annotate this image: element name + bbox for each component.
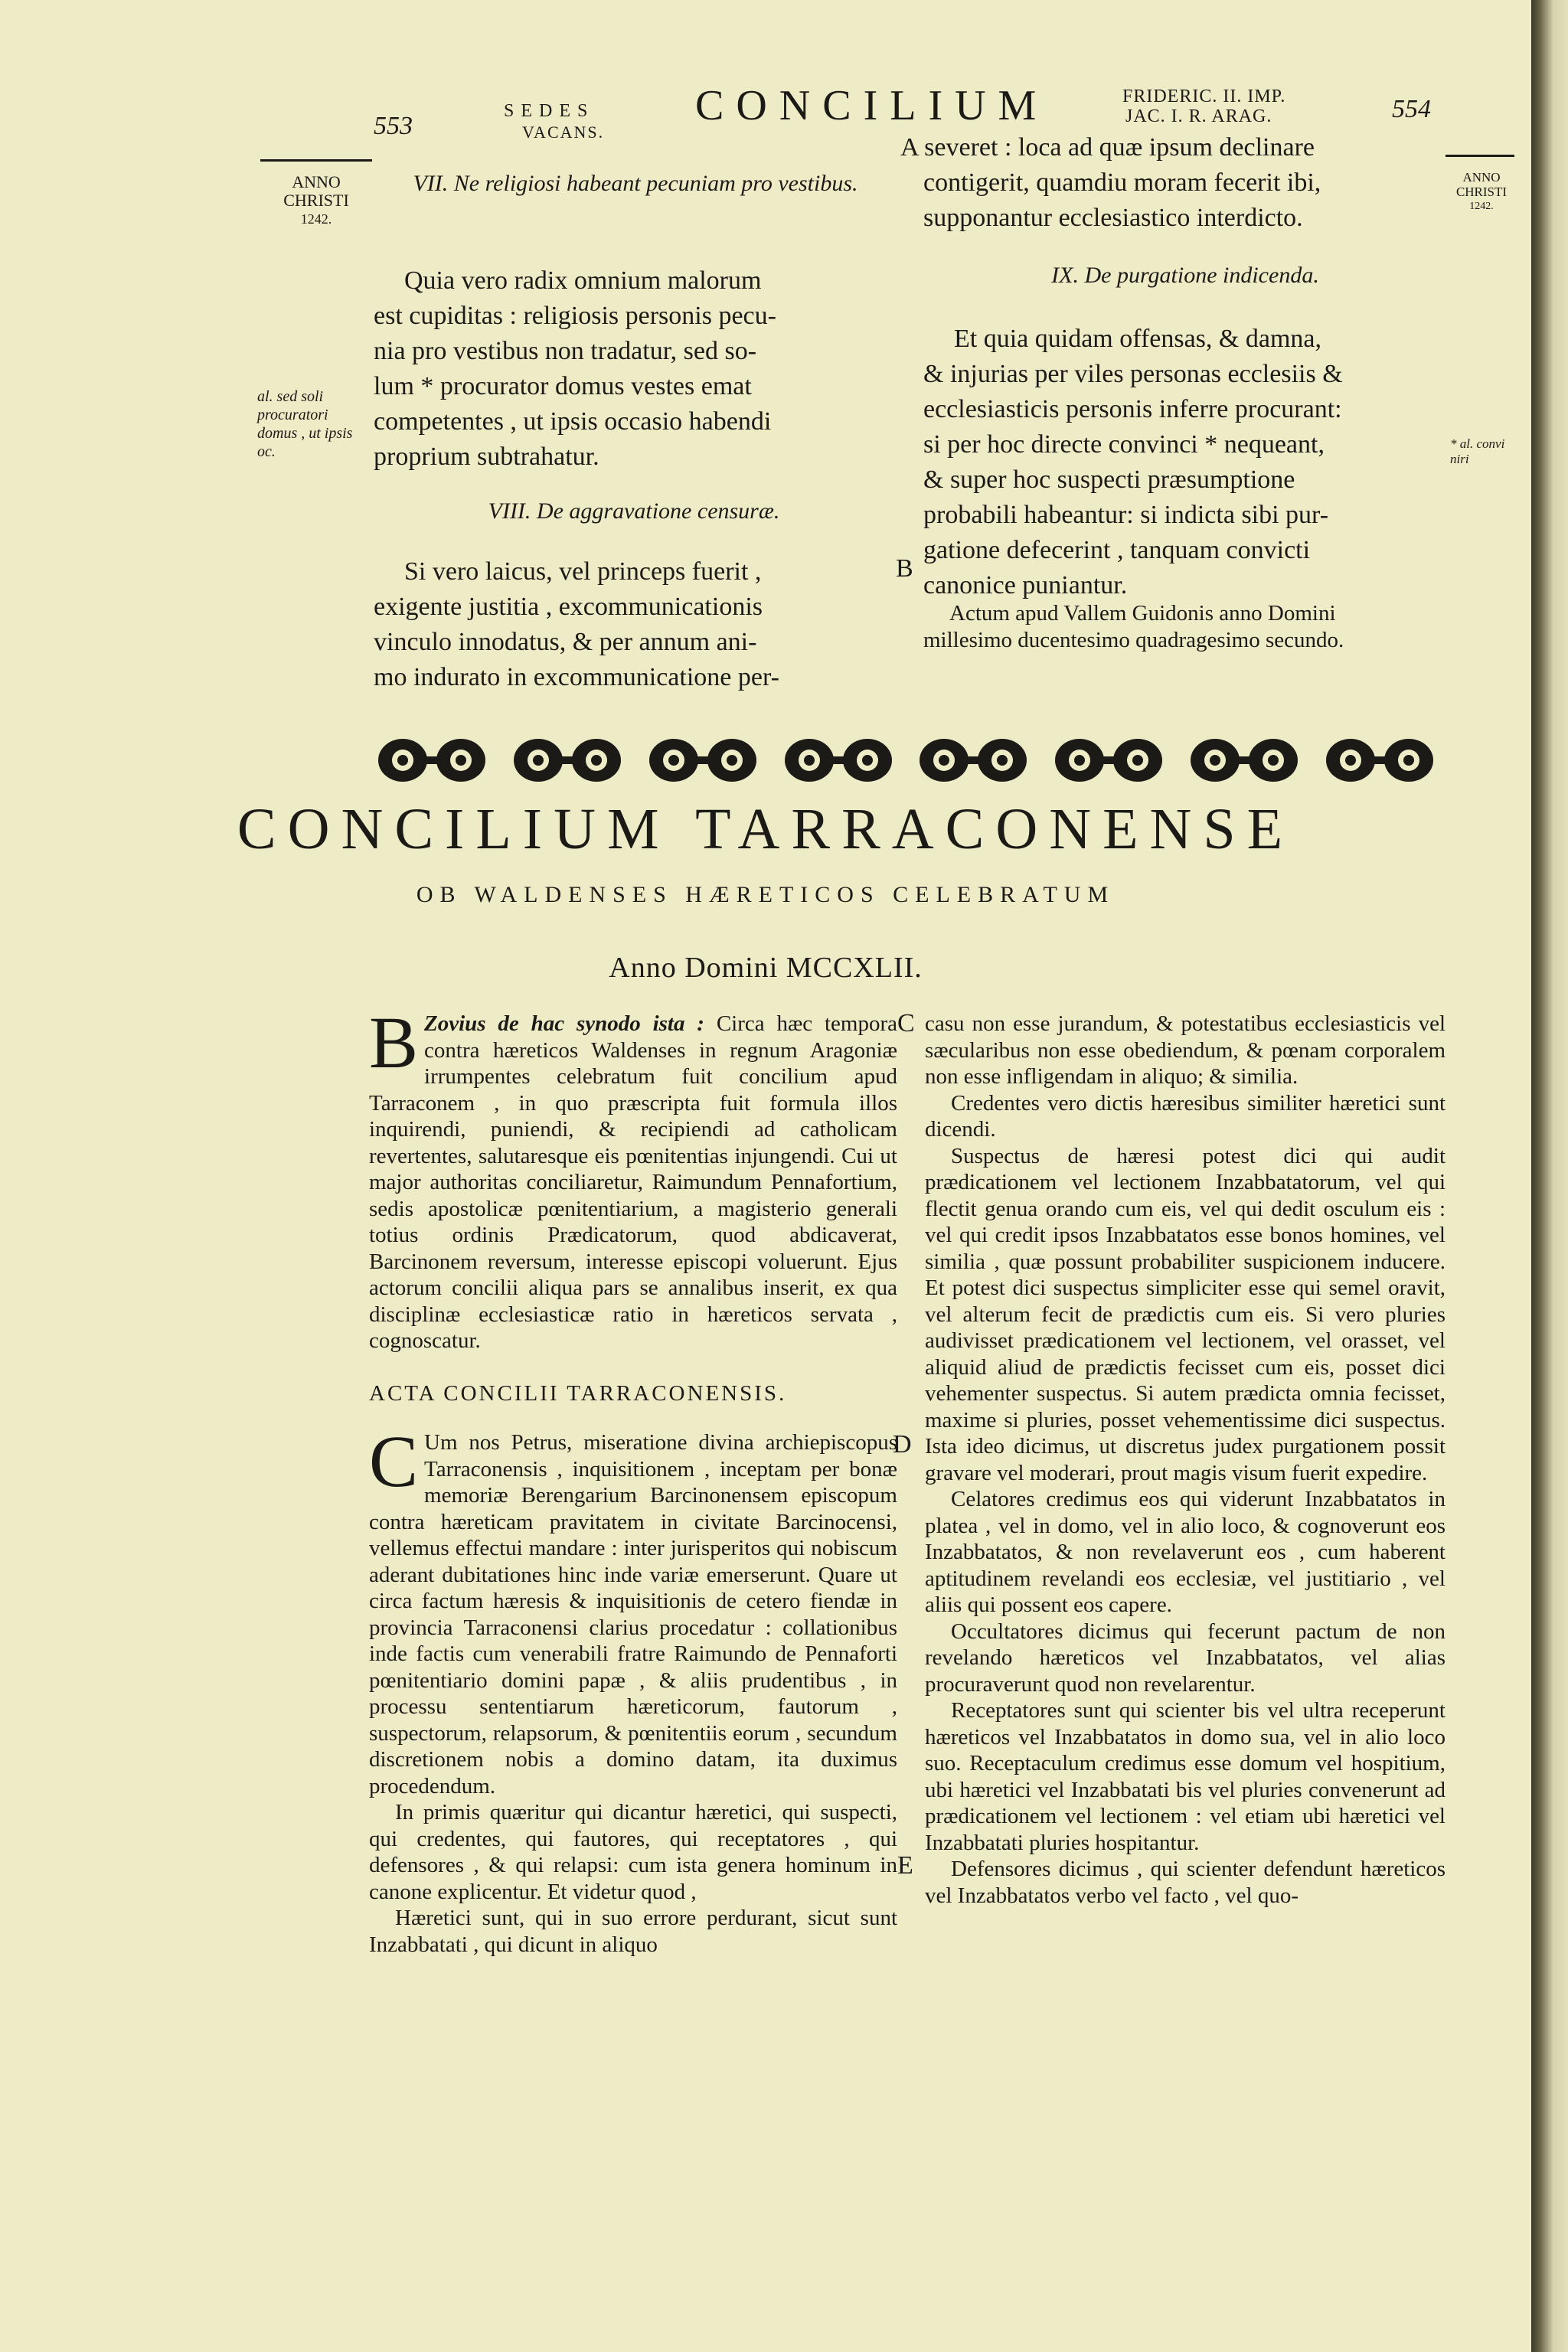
primis-paragraph: In primis quæritur qui dicantur hæretici, qui suspecti, qui credentes, qui fautores, qui receptatores , qui defensores , & qui relapsi: cum ista genera hominum in canone explicentur. Et videtur quod , [369, 1800, 897, 1904]
dropcap-c: C [369, 1420, 419, 1502]
running-title: CONCILIUM [695, 82, 1049, 129]
line: est cupiditas : religiosis personis pecu- [374, 302, 776, 330]
actum-note [923, 600, 1447, 653]
line: vinculo innodatus, & per annum ani- [374, 628, 757, 656]
credentes-paragraph: Credentes vero dictis hæresibus similiter hæretici sunt dicendi. [925, 1090, 1446, 1142]
left-year: 1242. [300, 211, 332, 227]
line: canonice puniantur. [923, 571, 1128, 599]
ornament-icon [645, 733, 761, 787]
cum-paragraph [369, 1420, 897, 1799]
left-anno-year-note [260, 173, 372, 228]
vacans-label: VACANS. [522, 122, 605, 142]
line: supponantur ecclesiastico interdicto. [923, 204, 1303, 232]
line: contigerit, quamdiu moram fecerit ibi, [923, 168, 1321, 197]
line: millesimo ducentesimo quadragesimo secundo. [923, 627, 1344, 652]
bzovius-text: Circa hæc tempora contra hæreticos Waldenses in regnum Aragoniæ irrumpentes celebratum fuit concilium apud Tarraconem , in quo præscripta fuit formula illos inquirendi, puniendi, & recipiendi ad catholicam revertentes, salutaresque eis pœnitentias injungendi. Cui ut major authoritas conciliaretur, Raimundum Pennafortium, sedis apostolicæ pœnitentiarium, a magisterio generali totius ordinis Prædicatorum, quod abdicaverat, Barcinonem reversum, interesse episcopi voluerunt. Ejus actorum concilii aliqua pars se annalibus inserit, ex qua disciplinæ ecclesiasticæ ratio in hæreticos servata , cognoscatur. [369, 1011, 898, 1353]
line: lum * procurator domus vestes emat [374, 372, 752, 400]
main-title: CONCILIUM TARRACONENSE [237, 797, 1295, 861]
paragraph-severet [900, 130, 1447, 236]
right-header-line1: FRIDERIC. II. IMP. [1122, 87, 1286, 106]
right-header-line2: JAC. I. R. ARAG. [1125, 106, 1272, 126]
line: & injurias per viles personas ecclesiis & [923, 360, 1343, 388]
acta-heading: ACTA CONCILII TARRACONENSIS. [369, 1380, 787, 1406]
line: nia pro vestibus non tradatur, sed so- [374, 337, 757, 365]
left-margin-rule [260, 159, 372, 162]
right-anno-year-note [1455, 170, 1508, 214]
receptatores-paragraph: Receptatores sunt qui scienter bis vel ultra receperunt hæreticos vel Inzabbatatos in domo sua, vel in alio loco suo. Receptaculum credimus esse domum vel hospitium, ubi hæretici vel Inzabbatati bis vel pluries convenerunt ad prædicationem vel lectionem : vel etiam ubi hæretici vel Inzabbatati pluries hospitantur. [925, 1698, 1446, 1855]
line: mo indurato in excommunicatione per- [374, 663, 779, 691]
ornament-icon [780, 733, 897, 787]
line: A severet : loca ad quæ ipsum declinare [900, 133, 1315, 162]
ornament-band [374, 733, 1438, 787]
line: exigente justitia , excommunicationis [374, 593, 763, 621]
suspectus-paragraph: Suspectus de hæresi potest dici qui audit prædicationem vel lectionem Inzabbatatorum, vel qui flectit genua orando cum eis, vel qui dedit osculum eis : vel qui credit ipsos Inzabbatatos esse bonos homines, vel similia , quæ possunt probabiliter suspicionem inducere. Et potest dici suspectus simpliciter esse qui semel oravit, vel alterum fecit de prædictis cum eis. Si vero pluries audivisset prædicationem vel lectionem, vel orasset, vel aliquid aliud de prædictis fecisset cum eis, posset dici vehementer suspectus. Si autem prædicta omnia fecisset, maxime si pluries, posset vehementissime dici suspectus. Ista ideo dicimus, ut discretus judex purgationem possit gravare vel moderari, prout magis visum fuerit expedire. [925, 1143, 1446, 1485]
ornament-icon [374, 733, 490, 787]
heading-viii: VIII. De aggravatione censuræ. [488, 498, 780, 524]
line: proprium subtrahatur. [374, 443, 599, 471]
bzovius-paragraph [369, 1001, 898, 1354]
ornament-icon [1186, 733, 1302, 787]
right-margin-rule [1446, 155, 1514, 157]
line: probabili habeantur: si indicta sibi pur- [923, 501, 1329, 529]
left-variant-note: al. sed soli procuratori domus , ut ipsis oc. [257, 388, 353, 460]
line: competentes , ut ipsis occasio habendi [374, 407, 772, 436]
occultatores-paragraph: Occultatores dicimus qui fecerunt pactum de non revelando hæreticos vel Inzabbatatos, vel alias procuraverunt quod non revelarentur. [925, 1619, 1446, 1697]
paragraph-vii [374, 263, 894, 475]
defensores-paragraph: Defensores dicimus , qui scienter defendunt hæreticos vel Inzabbatatos verbo vel facto , vel quo- [925, 1857, 1446, 1908]
line: Quia vero radix omnium malorum [404, 266, 762, 295]
section-letter-c: C [897, 1009, 915, 1037]
left-christi: CHRISTI [283, 191, 349, 210]
casu-paragraph: casu non esse jurandum, & potestatibus ecclesiasticis vel sæcularibus non esse obediendum, & pœnam corporalem non esse infligendam in aliquo; & similia. [925, 1011, 1446, 1089]
right-page-number: 554 [1392, 95, 1431, 123]
lower-left-column [369, 1001, 898, 1958]
ornament-icon [1321, 733, 1438, 787]
section-letter-b: B [896, 554, 913, 583]
heading-vii: VII. Ne religiosi habeant pecuniam pro vestibus. [413, 171, 858, 196]
right-year: 1242. [1469, 201, 1494, 212]
dropcap-b: B [369, 1001, 419, 1083]
right-variant-note: * al. convi niri [1450, 436, 1505, 466]
right-christi: CHRISTI [1455, 185, 1508, 199]
ornament-icon [915, 733, 1031, 787]
ornament-icon [509, 733, 626, 787]
cum-text: Um nos Petrus, miseratione divina archiepiscopus Tarraconensis , inquisitionem , inceptam per bonæ memoriæ Berengarium Barcinonensem episcopum contra hæreticam pravitatem in civitate Barcinocensi, vellemus effectui mandare : inter jurisperitos qui nobiscum aderant dubitationes hinc inde variæ emerserunt. Quare ut circa factum hæresis & inquisitionis de cetero fiendæ in provincia Tarraconensi clarius procedatur : collationibus inde factis cum venerabili fratre Raimundo de Pennaforti pœnitentiario domini papæ , & aliis prudentibus , in processu sententiarum hæreticorum, fautorum , suspectorum, relapsorum, & pœnitentiis eorum , secundum discretionem nobis a domino datam, ita duximus procedendum. [369, 1430, 897, 1798]
line: Actum apud Vallem Guidonis anno Domini [949, 601, 1336, 626]
line: & super hoc suspecti præsumptione [923, 466, 1295, 494]
left-page-number: 553 [374, 112, 413, 140]
section-letter-d: D [893, 1430, 912, 1459]
paragraph-ix [923, 322, 1447, 603]
haeretici-paragraph: Hæretici sunt, qui in suo errore perdurant, sicut sunt Inzabbatati , qui dicunt in aliquo [369, 1906, 897, 1957]
heading-ix: IX. De purgatione indicenda. [1051, 263, 1319, 288]
sedes-label: SEDES [504, 101, 595, 121]
bzovius-lead: Zovius de hac synodo ista : [424, 1011, 704, 1036]
line: si per hoc directe convinci * nequeant, [923, 430, 1325, 459]
line: Si vero laicus, vel princeps fuerit , [404, 557, 762, 586]
line: ecclesiasticis personis inferre procurant: [923, 395, 1342, 423]
sub-title: OB WALDENSES HÆRETICOS CELEBRATUM [416, 882, 1116, 907]
line: Et quia quidam offensas, & damna, [954, 325, 1321, 353]
binding-gutter [1531, 0, 1568, 2352]
line: gatione defecerint , tanquam convicti [923, 536, 1311, 564]
right-anno: ANNO [1462, 170, 1501, 185]
section-letter-e: E [897, 1851, 913, 1880]
lower-right-column [925, 1011, 1446, 1909]
celatores-paragraph: Celatores credimus eos qui viderunt Inzabbatatos in platea , vel in domo, vel in alio loco, & cognoverunt eos Inzabbatatos, & non revelaverunt eos , cum haberent aptitudinem revelandi eos ecclesiæ, vel justitiario , vel aliis qui possent eos capere. [925, 1487, 1446, 1617]
left-anno: ANNO [292, 172, 341, 191]
ornament-icon [1050, 733, 1167, 787]
paragraph-viii [374, 554, 894, 695]
year-line: Anno Domini MCCXLII. [609, 952, 923, 984]
